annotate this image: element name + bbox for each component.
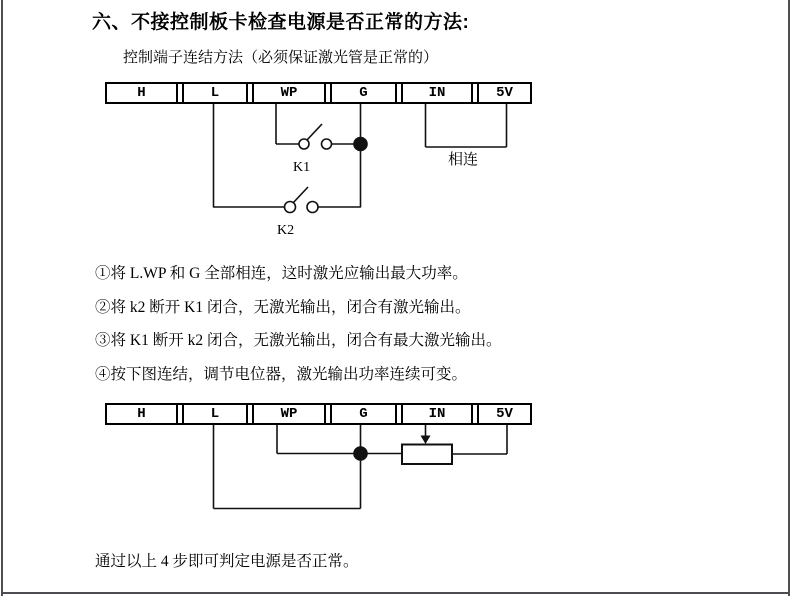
terminal-block-top bbox=[105, 82, 532, 104]
switch-k2-label: K2 bbox=[277, 223, 295, 238]
junction-dot-icon bbox=[354, 447, 367, 460]
junction-dot-icon bbox=[354, 138, 367, 151]
page-title: 六、不接控制板卡检查电源是否正常的方法: bbox=[92, 12, 470, 33]
terminal-cell-l: L bbox=[182, 405, 248, 423]
terminal-cell-wp: WP bbox=[252, 84, 326, 102]
terminal-cell-in: IN bbox=[401, 405, 473, 423]
terminal-cell-wp: WP bbox=[252, 405, 326, 423]
terminal-cell-5v: 5V bbox=[477, 84, 530, 102]
k2-contact-right-icon bbox=[307, 202, 318, 213]
terminal-cell-h: H bbox=[107, 84, 178, 102]
switch-k1-label: K1 bbox=[293, 160, 311, 175]
wiper-arrow-icon bbox=[421, 436, 431, 445]
terminal-cell-5v: 5V bbox=[477, 405, 530, 423]
subtitle: 控制端子连结方法（必须保证激光管是正常的） bbox=[123, 50, 439, 66]
step-1: ①将 L.WP 和 G 全部相连，这时激光应输出最大功率。 bbox=[95, 265, 468, 282]
connected-label: 相连 bbox=[448, 152, 479, 168]
diagram1-wires bbox=[214, 103, 507, 213]
diagram2-wires bbox=[214, 424, 508, 509]
page-border-right bbox=[788, 0, 790, 596]
terminal-cell-g: G bbox=[330, 84, 397, 102]
step-3: ③将 K1 断开 k2 闭合，无激光输出，闭合有最大激光输出。 bbox=[95, 332, 502, 349]
terminal-cell-g: G bbox=[330, 405, 397, 423]
step-2: ②将 k2 断开 K1 闭合，无激光输出，闭合有激光输出。 bbox=[95, 298, 471, 316]
page-border-bottom bbox=[1, 592, 790, 594]
step-4: ④按下图连结，调节电位器，激光输出功率连续可变。 bbox=[95, 365, 468, 383]
conclusion-text: 通过以上 4 步即可判定电源是否正常。 bbox=[95, 553, 359, 570]
k1-contact-right-icon bbox=[322, 139, 332, 149]
terminal-cell-in: IN bbox=[401, 84, 473, 102]
page-border-left bbox=[1, 0, 3, 596]
instruction-steps bbox=[95, 257, 501, 391]
terminal-cell-h: H bbox=[107, 405, 178, 423]
terminal-cell-l: L bbox=[182, 84, 248, 102]
terminal-block-bottom bbox=[105, 403, 532, 425]
k2-contact-left-icon bbox=[285, 202, 296, 213]
k1-contact-left-icon bbox=[299, 139, 309, 149]
potentiometer-icon bbox=[402, 445, 452, 465]
